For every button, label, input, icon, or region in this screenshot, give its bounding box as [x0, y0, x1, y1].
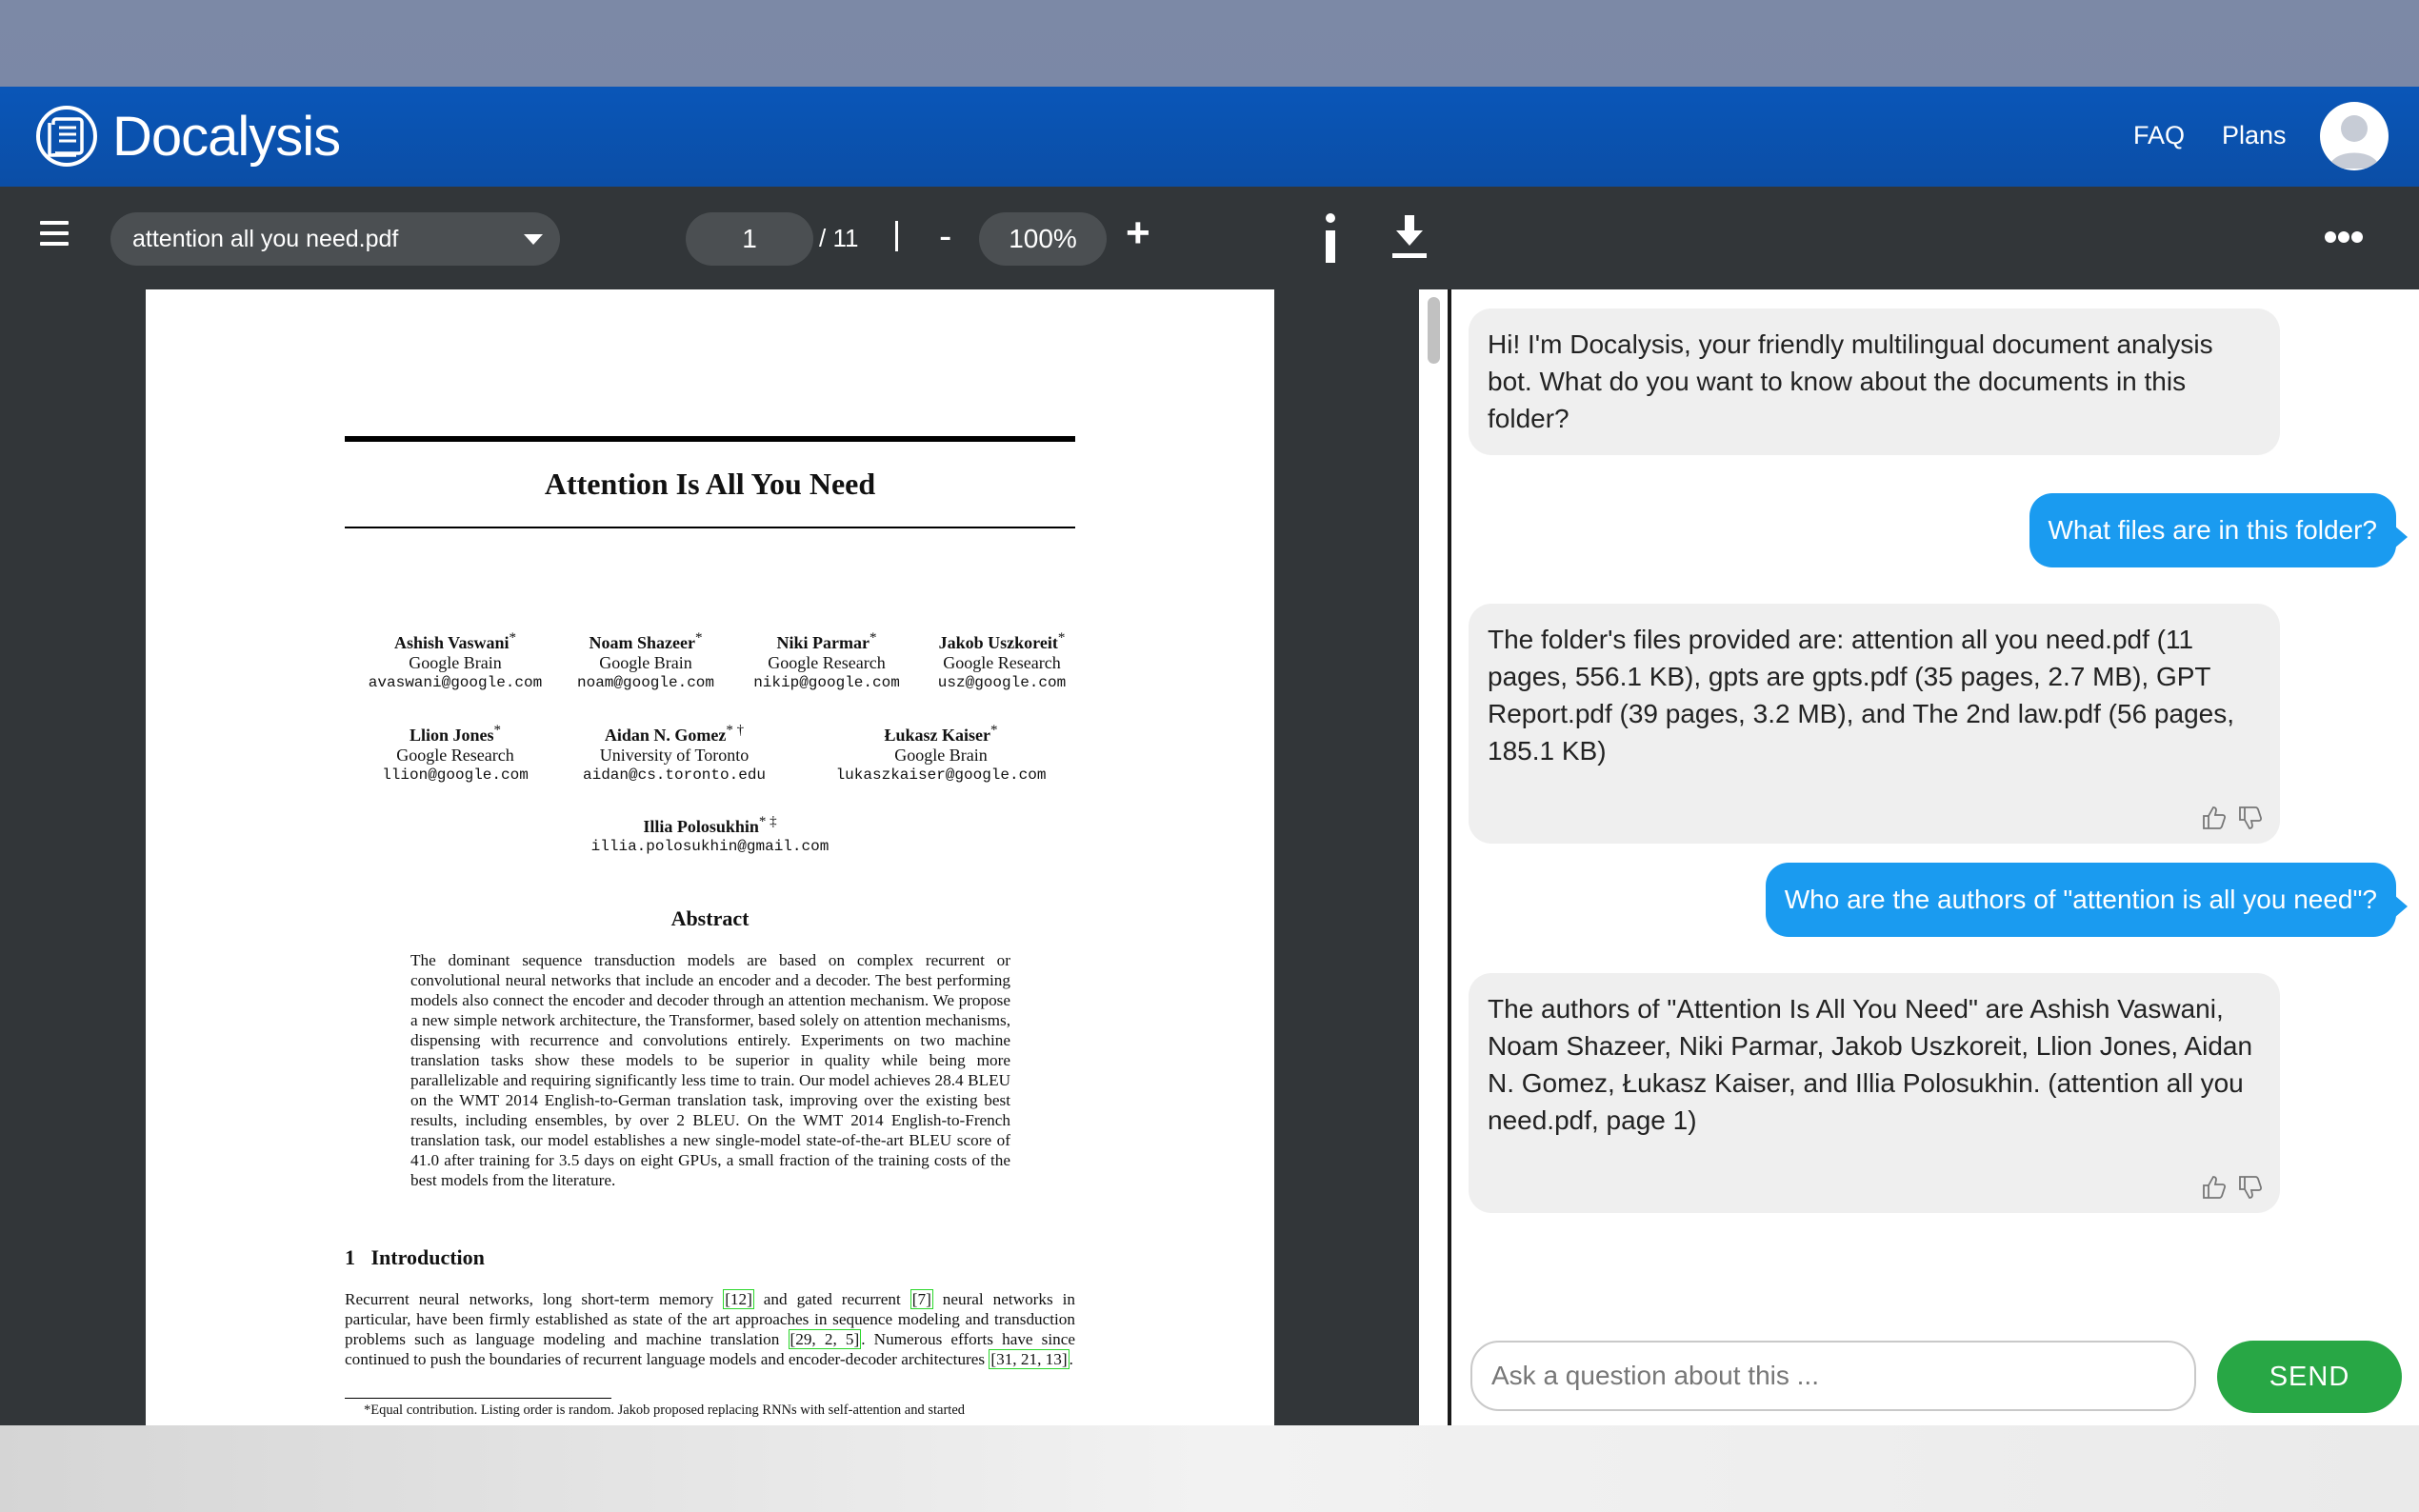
zoom-out-button[interactable]: -	[939, 215, 952, 257]
section-heading: 1 Introduction	[345, 1245, 485, 1269]
author-block: Ashish Vaswani* Google Brain avaswani@google.com	[368, 630, 543, 691]
nav-plans-link[interactable]: Plans	[2222, 121, 2287, 149]
title-rule-bottom	[345, 527, 1075, 528]
thumbs-down-icon[interactable]	[2238, 1175, 2263, 1200]
pdf-scrollbar-thumb[interactable]	[1428, 297, 1440, 364]
user-avatar-icon[interactable]	[2320, 102, 2389, 170]
zoom-level-input[interactable]: 100%	[979, 212, 1107, 266]
citation-link[interactable]: [31, 21, 13]	[990, 1350, 1068, 1368]
user-message	[1766, 863, 2396, 937]
author-block: Łukasz Kaiser* Google Brain lukaszkaiser@google.com	[835, 723, 1047, 784]
bot-message	[1469, 308, 2280, 455]
author-block: Aidan N. Gomez* † University of Toronto aidan@cs.toronto.edu	[582, 723, 767, 784]
bot-message	[1469, 973, 2280, 1213]
bot-message-text: The folder's files provided are: attention all you need.pdf (11 pages, 556.1 KB), gpts are gpts.pdf (35 pages, 2.7 MB), GPT Report.pdf (39 pages, 3.2 MB), and The 2nd law.pdf (56 pages, 185.1 KB)	[1488, 625, 2234, 766]
paper-title: Attention Is All You Need	[544, 467, 876, 501]
bot-message	[1469, 604, 2280, 844]
author-block: Illia Polosukhin* ‡ illia.polosukhin@gmail.com	[590, 814, 830, 855]
footnote-rule	[345, 1398, 611, 1399]
bot-message-text: The authors of "Attention Is All You Need" are Ashish Vaswani, Noam Shazeer, Niki Parmar, Jakob Uszkoreit, Llion Jones, Aidan N. Gomez, Łukasz Kaiser, and Illia Polosukhin. (attention all you need.pdf, page 1)	[1488, 994, 2253, 1135]
page-number-input[interactable]: 1	[686, 212, 813, 266]
author-block: Niki Parmar* Google Research nikip@google.com	[753, 630, 900, 691]
citation-link[interactable]: [7]	[911, 1290, 931, 1308]
page-total: / 11	[819, 224, 859, 252]
file-select-dropdown[interactable]	[110, 212, 560, 266]
user-message-text: Who are the authors of "attention is all you need"?	[1784, 885, 2377, 914]
question-input[interactable]	[1470, 1341, 2196, 1411]
pdf-viewer[interactable]	[0, 289, 1419, 1425]
pdf-scrollbar[interactable]	[1419, 289, 1448, 1425]
author-block: Noam Shazeer* Google Brain noam@google.com	[576, 630, 715, 691]
chat-panel	[1451, 289, 2419, 1425]
feedback-buttons	[2202, 1175, 2263, 1200]
send-button[interactable]: SEND	[2217, 1341, 2402, 1413]
app-header	[0, 87, 2419, 187]
user-message-text: What files are in this folder?	[2048, 515, 2377, 545]
more-horizontal-icon[interactable]	[2324, 230, 2364, 244]
app-name: Docalysis	[112, 105, 341, 168]
desktop-bottom-background	[0, 1425, 2419, 1512]
footnote: *Equal contribution. Listing order is random. Jakob proposed replacing RNNs with self-attention and started	[364, 1403, 966, 1418]
author-block: Jakob Uszkoreit* Google Research usz@google.com	[937, 630, 1067, 691]
file-select-value: attention all you need.pdf	[132, 226, 399, 252]
hamburger-icon[interactable]	[40, 221, 69, 248]
pdf-toolbar	[0, 187, 2419, 289]
info-icon[interactable]	[1320, 211, 1341, 265]
feedback-buttons	[2202, 806, 2263, 830]
caret-down-icon	[524, 234, 543, 245]
thumbs-up-icon[interactable]	[2202, 1175, 2227, 1200]
logo[interactable]	[34, 100, 340, 172]
bot-message-text: Hi! I'm Docalysis, your friendly multilingual document analysis bot. What do you want to know about the documents in this folder?	[1488, 329, 2213, 433]
abstract-heading: Abstract	[670, 906, 750, 930]
pdf-page	[146, 289, 1274, 1425]
introduction-text: Recurrent neural networks, long short-term memory [12] and gated recurrent [7] neural networks in particular, have been firmly established as state of the art approaches in sequence modeling and transduction problems such as language modeling and machine translation [29, 2, 5] . Numerous efforts have since continued to push the boundaries of recurrent language models and encoder-decoder architectures [31, 21, 13] .	[345, 1290, 1076, 1368]
document-chat-logo-icon	[34, 104, 99, 169]
citation-link[interactable]: [29, 2, 5]	[790, 1330, 860, 1348]
title-rule-top	[345, 436, 1075, 442]
citation-link[interactable]: [12]	[725, 1290, 752, 1308]
download-icon[interactable]	[1392, 215, 1427, 259]
thumbs-down-icon[interactable]	[2238, 806, 2263, 830]
thumbs-up-icon[interactable]	[2202, 806, 2227, 830]
author-block: Llion Jones* Google Research llion@google.com	[382, 723, 529, 784]
user-message	[2029, 493, 2397, 567]
toolbar-divider	[895, 221, 898, 251]
nav-faq-link[interactable]: FAQ	[2133, 121, 2186, 149]
zoom-in-button[interactable]: +	[1126, 209, 1150, 256]
abstract-text: The dominant sequence transduction models are based on complex recurrent or convolutional neural networks that include an encoder and a decoder. The best performing models also connect the encoder and decoder through an attention mechanism. We propose a new simple network architecture, the Transformer, based solely on attention mechanisms, dispensing with recurrence and convolutions entirely. Experiments on two machine translation tasks show these models to be superior in quality while being more parallelizable and requiring significantly less time to train. Our model achieves 28.4 BLEU on the WMT 2014 English-to-German translation task, improving over the existing best results, including ensembles, by over 2 BLEU. On the WMT 2014 English-to-French translation task, our model establishes a new single-model state-of-the-art BLEU score of 41.0 after training for 3.5 days on eight GPUs, a small fraction of the training costs of the best models from the literature.	[410, 951, 1010, 1189]
